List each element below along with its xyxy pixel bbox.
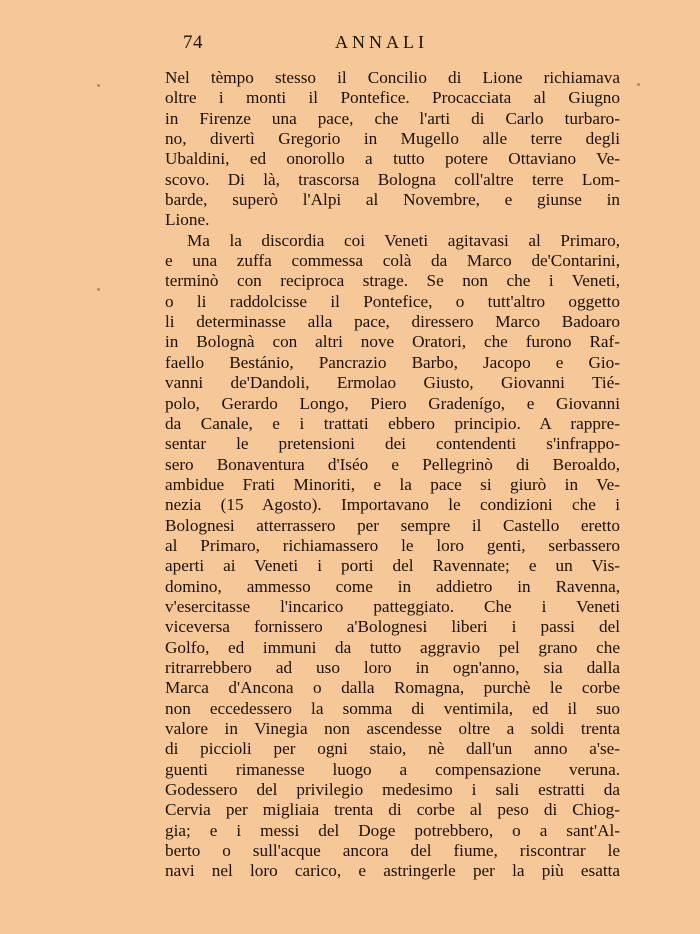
paper-speck — [97, 288, 100, 291]
text-line: vanni de'Dandoli, Ermolao Giusto, Giovanni Tié- — [165, 373, 620, 393]
body-text — [165, 68, 620, 882]
text-line: Golfo, ed immuni da tutto aggravio pel grano che — [165, 637, 620, 657]
text-line: e una zuffa commessa colà da Marco de'Contarini, — [165, 251, 620, 271]
paper-speck — [97, 84, 100, 87]
text-line: non eccedessero la somma di ventimila, ed il suo — [165, 698, 620, 718]
text-line: li determinasse alla pace, diressero Marco Badoaro — [165, 312, 620, 332]
text-line: v'esercitasse l'incarico patteggiato. Che i Veneti — [165, 596, 620, 616]
text-line: sero Bonaventura d'Iséo e Pellegrinò di Beroaldo, — [165, 454, 620, 474]
text-line: gia; e i messi del Doge potrebbero, o a sant'Al- — [165, 820, 620, 840]
text-line: nezia (15 Agosto). Importavano le condizioni che i — [165, 495, 620, 515]
text-line: guenti rimanesse luogo a compensazione veruna. — [165, 759, 620, 779]
paper-speck — [637, 83, 640, 86]
text-line: polo, Gerardo Longo, Piero Gradenígo, e Giovanni — [165, 393, 620, 413]
text-line: Marca d'Ancona o dalla Romagna, purchè le corbe — [165, 678, 620, 698]
text-line: in Bolognà con altri nove Oratori, che furono Raf- — [165, 332, 620, 352]
page-header — [165, 32, 620, 54]
text-line: ambidue Frati Minoriti, e la pace si giurò in Ve- — [165, 474, 620, 494]
text-line: barde, superò l'Alpi al Novembre, e giunse in — [165, 190, 620, 210]
text-line: al Primaro, richiamassero le loro genti, serbassero — [165, 535, 620, 555]
text-line: domino, ammesso come in addietro in Ravenna, — [165, 576, 620, 596]
text-line: aperti ai Veneti i porti del Ravennate; e un Vis- — [165, 556, 620, 576]
text-line: no, divertì Gregorio in Mugello alle terre degli — [165, 129, 620, 149]
text-line: navi nel loro carico, e astringerle per la più esatta — [165, 861, 620, 881]
text-line: Lione. — [165, 210, 210, 230]
text-line: berto o sull'acque ancora del fiume, riscontrar le — [165, 841, 620, 861]
text-line: viceversa fornissero a'Bolognesi liberi i passi del — [165, 617, 620, 637]
text-line: Nel tèmpo stesso il Concilio di Lione richiamava — [165, 68, 620, 87]
text-line: Godessero del privilegio medesimo i sali estratti da — [165, 780, 620, 800]
text-line: scovo. Di là, trascorsa Bologna coll'altre terre Lom- — [165, 169, 620, 189]
text-line: valore in Vinegia non ascendesse oltre a soldi trenta — [165, 719, 620, 738]
paragraph-first-line: Ma la discordia coi Veneti agitavasi al Primaro, — [187, 230, 620, 250]
page-number: 74 — [183, 32, 203, 53]
text-line: ritrarrebbero ad uso loro in ogn'anno, sia dalla — [165, 657, 620, 677]
text-line: da Canale, e i trattati ebbero principio. A rappre- — [165, 413, 620, 433]
text-line: sentar le pretensioni dei contendenti s'infrappo- — [165, 434, 620, 454]
text-line: di piccioli per ogni staio, nè dall'un anno a'se- — [165, 739, 620, 759]
text-line: in Firenze una pace, che l'arti di Carlo turbaro- — [165, 108, 620, 128]
text-line: o li raddolcisse il Pontefice, o tutt'altro oggetto — [165, 291, 620, 311]
text-line: Ubaldini, ed onorollo a tutto potere Ottaviano Ve- — [165, 149, 620, 169]
text-line: Cervia per migliaia trenta di corbe al peso di Chiog- — [165, 800, 620, 820]
text-line: faello Bestánio, Pancrazio Barbo, Jacopo e Gio- — [165, 352, 620, 372]
text-line: terminò con reciproca strage. Se non che i Veneti, — [165, 271, 620, 291]
running-head: ANNALI — [335, 32, 428, 52]
text-line: Bolognesi atterrassero per sempre il Castello eretto — [165, 515, 620, 535]
text-line: oltre i monti il Pontefice. Procacciata al Giugno — [165, 88, 620, 108]
